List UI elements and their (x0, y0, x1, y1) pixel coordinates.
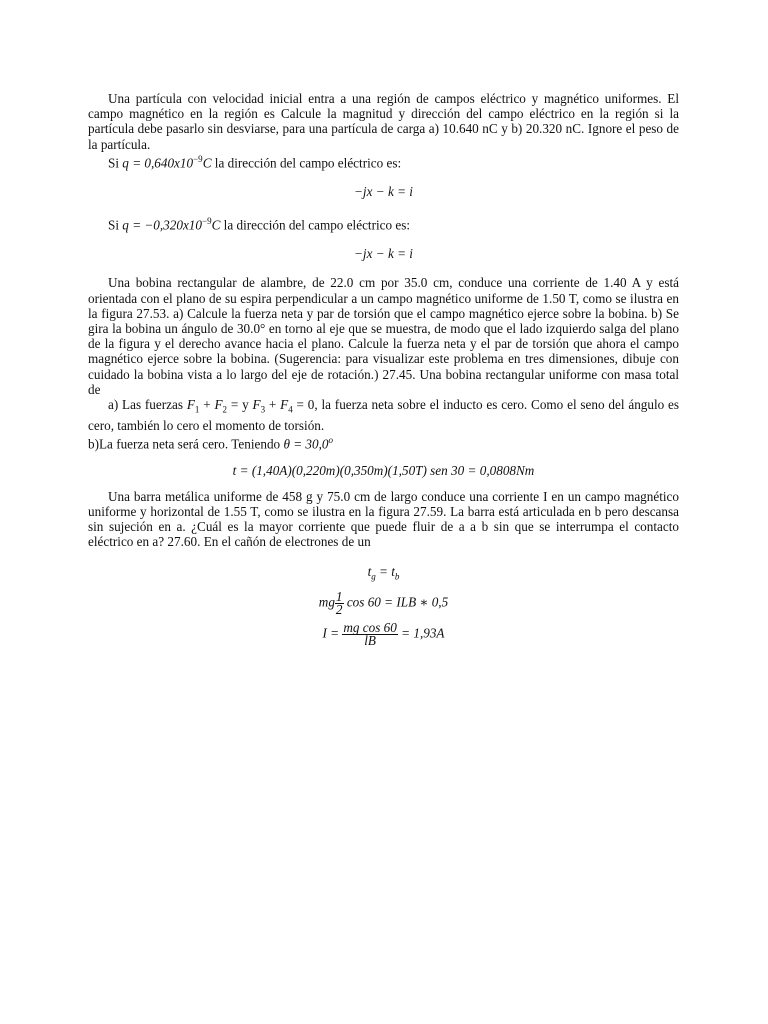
math-theta: θ = 30,0 (283, 436, 329, 452)
math-plus: + (199, 397, 215, 413)
math-exponent: −9 (202, 215, 212, 226)
text-y: = y (227, 397, 253, 413)
equation-torque: t = (1,40A)(0,220m)(0,350m)(1,50T) sen 30 = 0,0808Nm (232, 462, 535, 478)
math-degree: o (328, 435, 333, 446)
math-sub-3: 3 (260, 404, 266, 415)
equation-direction-1: −jx − k = i (354, 184, 413, 200)
equation-direction-2: −jx − k = i (354, 246, 413, 262)
text-si: Si (108, 155, 123, 171)
paragraph-net-force (88, 433, 679, 452)
paragraph-coil-problem: Una bobina rectangular de alambre, de 22.0 cm por 35.0 cm, conduce una corriente de 1.40 A y está orientada con el plano de su espira perpendicular a un campo magnético uniforme de 1.50 T, como se ilustra en la figura 27.53. a) Calcule la fuerza neta y par de torsión que el campo magnético ejerce sobre la bobina. b) Se gira la bobina un ángulo de 30.0° en torno al eje que se muestra, de modo que el lado izquierdo salga del plano de la figura y el derecho avance hacia el plano. Calcule la fuerza neta y el par de torsión que ahora el campo magnético ejerce sobre la bobina. (Sugerencia: para visualizar este problema en tres dimensiones, dibuje con cuidado la bobina vista a lo largo del eje de rotación.) 27.45. Una bobina rectangular uniforme con masa total de (88, 275, 679, 397)
math-unit: C (211, 217, 221, 232)
math-result: = 1,93A (397, 625, 445, 641)
equation-mg-half (88, 588, 679, 617)
math-f4: F (280, 397, 289, 413)
equation-torque-balance (88, 564, 679, 585)
equation-group-bar (88, 564, 679, 647)
math-plus: + (265, 397, 281, 413)
paragraph-particle-problem: Una partícula con velocidad inicial entra a una región de campos eléctrico y magnético uniformes. El campo magnético en la región es Calcule la magnitud y dirección del campo eléctrico en la región si la partícula debe pasarlo sin desviarse, para una partícula de carga a) 10.640 nC y b) 20.320 nC. Ignore el peso de la partícula. (88, 91, 679, 152)
math-f3: F (252, 397, 261, 413)
math-rest: cos 60 = ILB ∗ 0,5 (343, 594, 449, 610)
paragraph-forces (88, 397, 679, 433)
math-exponent: −9 (193, 153, 203, 164)
paragraph-charge-negative (88, 214, 679, 233)
text-forces-intro: a) Las fuerzas (108, 397, 187, 413)
text-forces-rest: = 0, la fuerza neta sobre el inducto es cero. Como el seno del ángulo es cero, también lo cero el momento de torsión. (88, 397, 680, 433)
fraction-numerator: 1 (335, 588, 343, 604)
paragraph-bar-problem: Una barra metálica uniforme de 458 g y 75.0 cm de largo conduce una corriente I en un campo magnético uniforme y horizontal de 1.55 T, como se ilustra en la figura 27.59. La barra está articulada en b pero descansa sin sujeción en a. ¿Cuál es la mayor corriente que puede fluir de a a b sin que se interrumpa el contacto eléctrico en a? 27.60. En el cañón de electrones de un (88, 488, 679, 550)
math-equals: = (375, 563, 392, 579)
math-i-equals: I = (322, 625, 343, 641)
fraction-denominator: 2 (335, 601, 343, 617)
math-charge-positive: q = 0,640x10 (122, 155, 194, 171)
math-unit: C (202, 155, 212, 171)
paragraph-charge-positive (88, 152, 679, 171)
text-si: Si (108, 217, 123, 232)
fraction-current (342, 619, 397, 648)
fraction-denominator: lB (364, 632, 376, 648)
fraction-numerator: mg cos 60 (343, 619, 397, 635)
math-f1: F (186, 397, 195, 413)
math-f2: F (214, 397, 223, 413)
text-direction: la dirección del campo eléctrico es: (211, 155, 402, 171)
fraction-one-half (335, 588, 344, 617)
text-net-force: b)La fuerza neta será cero. Teniendo (88, 436, 284, 452)
math-sub-4: 4 (288, 404, 293, 415)
math-sub-g: g (371, 571, 376, 582)
text-direction: la dirección del campo eléctrico es: (220, 217, 411, 232)
math-mg: mg (318, 594, 335, 610)
math-sub-2: 2 (222, 404, 228, 415)
math-sub-b: b (394, 571, 400, 582)
math-sub-1: 1 (194, 404, 200, 415)
math-t: t (391, 563, 395, 579)
document-body (88, 91, 679, 647)
math-t: t (367, 563, 372, 579)
math-charge-negative: q = −0,320x10 (122, 217, 202, 232)
equation-current (88, 619, 679, 648)
